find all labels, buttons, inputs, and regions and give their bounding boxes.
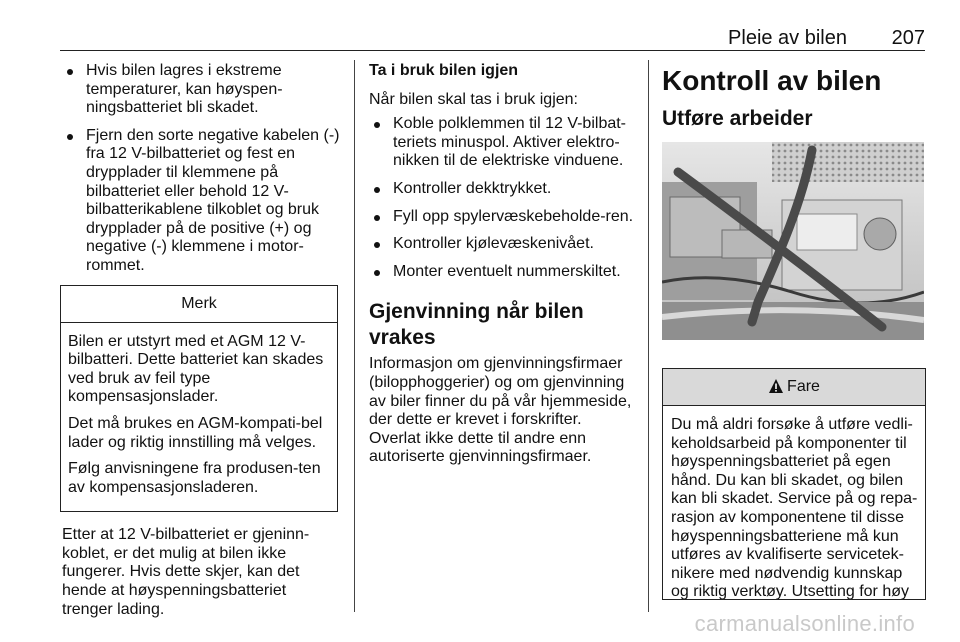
column-2 [369,62,635,467]
recycling-paragraph: Informasjon om gjenvinningsfirmaer (bilopphoggerier) og om gjenvinning av biler finner du på vår hjemmeside, der dette er krevet i forskrifter. Overlat ikke dette til andre enn autoriserte gjenvinningsfirmaer. [369,355,632,466]
column-1 [62,62,341,619]
note-paragraph: Bilen er utstyrt med et AGM 12 V-bilbatteri. Dette batteriet kan skades ved bruk av feil type kompensasjonslader. [68,332,324,406]
note-paragraph: Det må brukes en AGM-kompati-bel lader og riktig innstilling må velges. [68,414,323,451]
note-body [61,323,337,512]
column-divider [354,60,355,612]
engine-bay-photo [662,142,924,340]
danger-heading [663,369,925,406]
list-item: Kontroller dekktrykket. [369,180,635,199]
note-paragraph: Følg anvisningene fra produsen-ten av kompensasjonsladeren. [68,460,321,496]
warning-triangle-icon [768,378,784,394]
danger-box [662,368,926,600]
danger-heading-label: Fare [787,378,820,395]
section-heading-recommission: Ta i bruk bilen igjen [369,62,519,79]
note-heading: Merk [61,286,337,323]
subsection-heading: Utføre arbeider [662,107,813,130]
bullet-list [369,115,635,281]
bullet-list [62,62,341,276]
list-item: Fjern den sorte negative kabelen (-) fra 12 V-bilbatteriet og fest en drypplader til klemmene på bilbatteriet eller behold 12 V-bilbatterikablene tilkoblet og bruk drypplader på de positive (+) og negative (-) klemmene i motor-rommet. [62,127,341,276]
page-header [60,27,925,51]
watermark-text: carmanualsonline.info [694,611,915,636]
after-note-paragraph: Etter at 12 V-bilbatteriet er gjeninn-koblet, er det mulig at bilen ikke fungerer. Hvis dette skjer, kan det hende at høyspenningsbatteriet trenger lading. [62,526,310,618]
list-item: Hvis bilen lagres i ekstreme temperaturer, kan høyspen-ningsbatteriet bli skadet. [62,62,341,118]
chapter-heading: Kontroll av bilen [662,65,882,96]
header-rule [60,50,925,51]
column-3 [662,64,924,600]
column-divider [648,60,649,612]
page-number: 207 [891,27,925,49]
list-item: Koble polklemmen til 12 V-bilbat-teriets minuspol. Aktiver elektro-nikken til de elektriske vinduene. [369,115,635,171]
section-title: Pleie av bilen [728,27,847,49]
list-item: Fyll opp spylervæskebeholde-ren. [369,208,635,227]
section-heading-recycling: Gjenvinning når bilen vrakes [369,300,584,350]
intro-text: Når bilen skal tas i bruk igjen: [369,90,578,108]
note-box [60,285,338,513]
danger-body: Du må aldri forsøke å utføre vedli-keholdsarbeid på komponenter til høyspenningsbatteriet på egen hånd. Du kan bli skadet, og bilen kan bli skadet. Service på og repa-rasjon av komponentene til disse høyspenningsbatteriene må kun utføres av kvalifiserte servicetek-nikere med nødvendig kunnskap og riktig verktøy. Utsetting for høy [671,416,918,600]
list-item: Kontroller kjølevæskenivået. [369,235,635,254]
list-item: Monter eventuelt nummerskiltet. [369,263,635,282]
